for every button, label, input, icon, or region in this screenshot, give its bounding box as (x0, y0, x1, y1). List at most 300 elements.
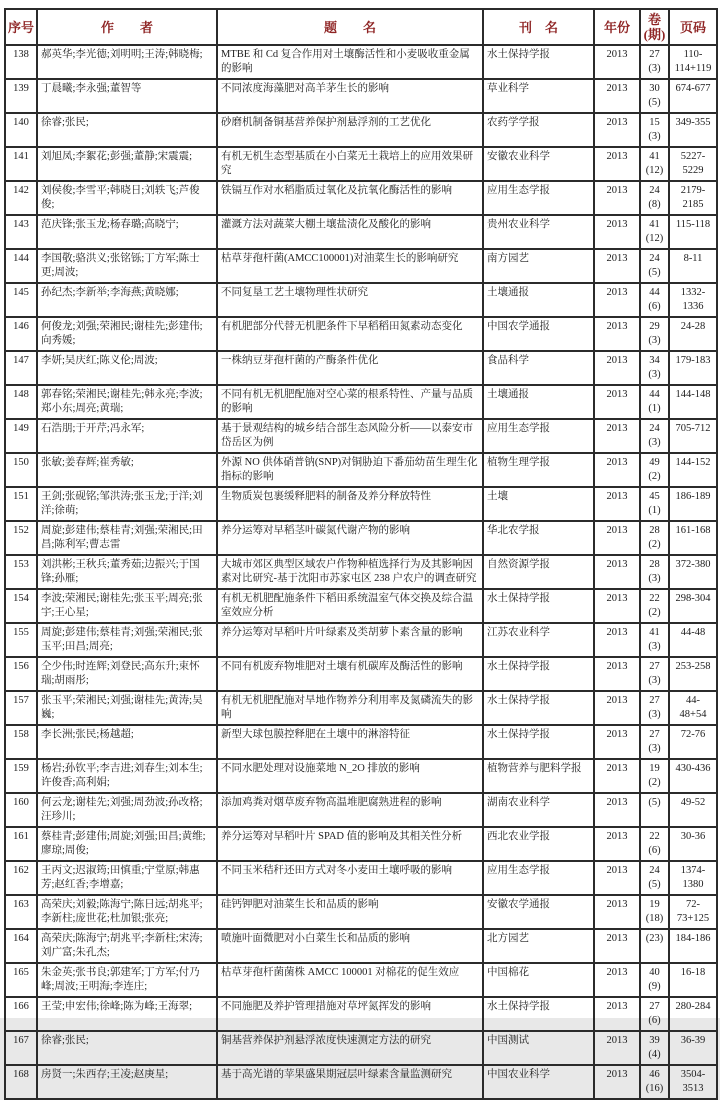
row-title: 养分运筹对早稻叶片叶绿素及类胡萝卜素含量的影响 (217, 623, 483, 657)
row-pages: 5227-5229 (669, 147, 717, 181)
row-volume-issue (640, 861, 669, 895)
row-journal: 中国棉花 (483, 963, 594, 997)
row-year: 2013 (594, 929, 640, 963)
row-authors: 徐睿;张民; (37, 1031, 217, 1065)
row-volume-issue (640, 929, 669, 963)
row-volume-issue (640, 45, 669, 79)
row-year: 2013 (594, 419, 640, 453)
row-issue: (3) (648, 63, 661, 74)
row-title: 基于高光谱的苹果盛果期冠层叶绿素含量监测研究 (217, 1065, 483, 1099)
row-number: 138 (5, 45, 37, 79)
row-title: 铁镉互作对水稻脂质过氧化及抗氧化酶活性的影响 (217, 181, 483, 215)
row-volume-issue (640, 827, 669, 861)
row-title: 不同施肥及养护管理措施对草坪氮挥发的影响 (217, 997, 483, 1031)
row-year: 2013 (594, 351, 640, 385)
row-title: 有机无机肥配施条件下稻田系统温室气体交换及综合温室效应分析 (217, 589, 483, 623)
row-title: 铜基营养保护剂悬浮浓度快速测定方法的研究 (217, 1031, 483, 1065)
row-volume: 28 (649, 559, 660, 570)
row-year: 2013 (594, 861, 640, 895)
row-issue: (16) (645, 1083, 664, 1094)
table-row (5, 419, 717, 453)
row-volume-issue (640, 725, 669, 759)
table-row (5, 113, 717, 147)
row-pages: 3504-3513 (669, 1065, 717, 1099)
row-issue: (2) (648, 471, 661, 482)
row-issue: (3) (648, 743, 661, 754)
row-journal: 水土保持学报 (483, 45, 594, 79)
row-journal: 湖南农业科学 (483, 793, 594, 827)
row-number: 166 (5, 997, 37, 1031)
row-journal: 土壤通报 (483, 385, 594, 419)
row-authors: 高荣庆;陈海宁;胡兆平;李新柱;宋涛;刘广富;朱孔杰; (37, 929, 217, 963)
row-volume: 49 (649, 457, 660, 468)
row-authors: 刘洪彬;王秋兵;董秀茹;边振兴;于国锋;孙雁; (37, 555, 217, 589)
row-pages: 705-712 (669, 419, 717, 453)
row-journal: 应用生态学报 (483, 181, 594, 215)
row-volume: 27 (649, 49, 660, 60)
row-authors: 周旋;彭建伟;蔡桂青;刘强;荣湘民;田昌;陈利军;曹志雷 (37, 521, 217, 555)
row-year: 2013 (594, 521, 640, 555)
row-title: 有机无机生态型基质在小白菜无土栽培上的应用效果研究 (217, 147, 483, 181)
table-row (5, 657, 717, 691)
row-title: 灌溉方法对蔬菜大棚土壤盐渍化及酸化的影响 (217, 215, 483, 249)
row-year: 2013 (594, 827, 640, 861)
row-volume-issue (640, 385, 669, 419)
header-pages: 页码 (669, 9, 717, 45)
table-row (5, 283, 717, 317)
row-year: 2013 (594, 793, 640, 827)
row-authors: 王丙文;迟淑筠;田慎重;宁堂原;韩惠芳;赵红香;李增嘉; (37, 861, 217, 895)
row-volume: 41 (649, 219, 660, 230)
row-number: 139 (5, 79, 37, 113)
row-pages: 1332-1336 (669, 283, 717, 317)
row-number: 148 (5, 385, 37, 419)
row-journal: 应用生态学报 (483, 861, 594, 895)
row-volume-issue (640, 147, 669, 181)
header-year: 年份 (594, 9, 640, 45)
row-issue: (8) (648, 199, 661, 210)
row-title: MTBE 和 Cd 复合作用对土壤酶活性和小麦吸收重金属的影响 (217, 45, 483, 79)
row-authors: 何云龙;谢桂先;刘强;周劲波;孙改格;汪珍川; (37, 793, 217, 827)
row-title: 不同有机无机肥配施对空心菜的根系特性、产量与品质的影响 (217, 385, 483, 419)
row-year: 2013 (594, 317, 640, 351)
row-volume: 40 (649, 967, 660, 978)
table-row (5, 827, 717, 861)
row-pages: 253-258 (669, 657, 717, 691)
row-volume-issue (640, 249, 669, 283)
header-journal: 刊 名 (483, 9, 594, 45)
row-volume: 27 (649, 695, 660, 706)
row-volume-issue (640, 1031, 669, 1065)
row-title: 不同复垦工艺土壤物理性状研究 (217, 283, 483, 317)
row-number: 161 (5, 827, 37, 861)
header-no: 序号 (5, 9, 37, 45)
row-volume-issue (640, 623, 669, 657)
row-year: 2013 (594, 215, 640, 249)
row-volume: 41 (649, 627, 660, 638)
table-row (5, 861, 717, 895)
row-pages: 16-18 (669, 963, 717, 997)
table-row (5, 147, 717, 181)
row-journal: 南方园艺 (483, 249, 594, 283)
row-journal: 自然资源学报 (483, 555, 594, 589)
table-row (5, 351, 717, 385)
row-journal: 中国农学通报 (483, 317, 594, 351)
row-title: 一株纳豆芽孢杆菌的产酶条件优化 (217, 351, 483, 385)
row-pages: 179-183 (669, 351, 717, 385)
row-title: 有机无机肥配施对旱地作物养分利用率及氮磷流失的影响 (217, 691, 483, 725)
row-pages: 161-168 (669, 521, 717, 555)
row-authors: 王剑;张砚铭;邹洪涛;张玉龙;于洋;刘洋;徐萌; (37, 487, 217, 521)
row-number: 155 (5, 623, 37, 657)
row-issue: (1) (648, 403, 661, 414)
row-number: 154 (5, 589, 37, 623)
row-number: 163 (5, 895, 37, 929)
table-row (5, 487, 717, 521)
row-issue: (9) (648, 981, 661, 992)
row-number: 157 (5, 691, 37, 725)
row-volume-issue (640, 317, 669, 351)
row-year: 2013 (594, 657, 640, 691)
row-pages: 30-36 (669, 827, 717, 861)
row-issue: (6) (648, 1015, 661, 1026)
table-row (5, 317, 717, 351)
row-pages: 44-48+54 (669, 691, 717, 725)
row-volume-issue (640, 79, 669, 113)
row-issue: (5) (648, 267, 661, 278)
row-number: 151 (5, 487, 37, 521)
row-pages: 184-186 (669, 929, 717, 963)
row-pages: 115-118 (669, 215, 717, 249)
header-authors: 作 者 (37, 9, 217, 45)
row-issue: (12) (645, 233, 664, 244)
row-year: 2013 (594, 691, 640, 725)
row-number: 145 (5, 283, 37, 317)
row-volume: 29 (649, 321, 660, 332)
row-pages: 144-148 (669, 385, 717, 419)
row-volume-issue (640, 997, 669, 1031)
row-number: 158 (5, 725, 37, 759)
row-title: 不同玉米秸秆还田方式对冬小麦田土壤呼吸的影响 (217, 861, 483, 895)
row-volume-issue (640, 283, 669, 317)
row-volume-issue (640, 521, 669, 555)
row-pages: 430-436 (669, 759, 717, 793)
row-title: 新型大球包膜控释肥在土壤中的淋溶特征 (217, 725, 483, 759)
row-journal: 贵州农业科学 (483, 215, 594, 249)
row-volume: 27 (649, 661, 660, 672)
row-issue: (3) (648, 641, 661, 652)
row-year: 2013 (594, 249, 640, 283)
row-journal: 水土保持学报 (483, 725, 594, 759)
row-pages: 186-189 (669, 487, 717, 521)
table-row (5, 45, 717, 79)
table-row (5, 215, 717, 249)
row-number: 164 (5, 929, 37, 963)
row-journal: 植物营养与肥料学报 (483, 759, 594, 793)
row-issue: (2) (648, 539, 661, 550)
row-journal: 安徽农学通报 (483, 895, 594, 929)
row-pages: 110-114+119 (669, 45, 717, 79)
header-volume-issue (640, 9, 669, 45)
table-row (5, 453, 717, 487)
row-authors: 朱金英;张书良;郭建军;丁方军;付乃峰;周波;王明海;李连庄; (37, 963, 217, 997)
row-authors: 范庆锋;张玉龙;杨春璐;高晓宁; (37, 215, 217, 249)
row-title: 不同水肥处理对设施菜地 N_2O 排放的影响 (217, 759, 483, 793)
row-year: 2013 (594, 589, 640, 623)
row-pages: 44-48 (669, 623, 717, 657)
table-row (5, 385, 717, 419)
row-authors: 李波;荣湘民;谢桂先;张玉平;周亮;张宇;王心星; (37, 589, 217, 623)
row-volume-issue (640, 351, 669, 385)
row-volume-issue (640, 759, 669, 793)
row-authors: 张敏;姜春辉;崔秀敏; (37, 453, 217, 487)
table-row (5, 725, 717, 759)
row-volume: 19 (649, 899, 660, 910)
row-pages: 24-28 (669, 317, 717, 351)
row-volume: 27 (649, 1001, 660, 1012)
row-title: 大城市郊区典型区域农户作物种植选择行为及其影响因素对比研究-基于沈阳市苏家屯区 238 户农户的调查研究 (217, 555, 483, 589)
row-issue: (3) (648, 437, 661, 448)
row-year: 2013 (594, 1031, 640, 1065)
row-issue: (5) (648, 797, 661, 808)
row-issue: (12) (645, 165, 664, 176)
row-authors: 周旋;彭建伟;蔡桂青;刘强;荣湘民;张玉平;田昌;周亮; (37, 623, 217, 657)
row-volume: 44 (649, 389, 660, 400)
row-volume: 24 (649, 253, 660, 264)
row-authors: 刘侯俊;李雪平;韩晓日;刘轶飞;芦俊俊; (37, 181, 217, 215)
row-authors: 何俊龙;刘强;荣湘民;谢桂先;彭建伟;向秀媛; (37, 317, 217, 351)
row-journal: 江苏农业科学 (483, 623, 594, 657)
row-authors: 石浩朋;于开芹;冯永军; (37, 419, 217, 453)
row-volume-issue (640, 487, 669, 521)
row-issue: (3) (648, 709, 661, 720)
row-title: 生物质炭包裹缓释肥料的制备及养分释放特性 (217, 487, 483, 521)
row-title: 枯草芽孢杆菌菌株 AMCC 100001 对棉花的促生效应 (217, 963, 483, 997)
row-number: 150 (5, 453, 37, 487)
table-row (5, 521, 717, 555)
row-journal: 食品科学 (483, 351, 594, 385)
row-number: 146 (5, 317, 37, 351)
row-volume: 39 (649, 1035, 660, 1046)
row-title: 不同浓度海藻肥对高羊茅生长的影响 (217, 79, 483, 113)
table-body (5, 45, 717, 1099)
table-row (5, 589, 717, 623)
row-volume-issue (640, 657, 669, 691)
row-volume: 27 (649, 729, 660, 740)
row-title: 外源 NO 供体硝普钠(SNP)对铜胁迫下番茄幼苗生理生化指标的影响 (217, 453, 483, 487)
row-volume: 28 (649, 525, 660, 536)
row-year: 2013 (594, 1065, 640, 1099)
row-volume: 34 (649, 355, 660, 366)
row-journal: 应用生态学报 (483, 419, 594, 453)
row-issue: (4) (648, 1049, 661, 1060)
row-year: 2013 (594, 79, 640, 113)
row-volume: 45 (649, 491, 660, 502)
row-year: 2013 (594, 113, 640, 147)
row-volume-issue (640, 895, 669, 929)
table-row (5, 249, 717, 283)
row-volume-issue (640, 691, 669, 725)
row-volume: 19 (649, 763, 660, 774)
row-number: 156 (5, 657, 37, 691)
header-row (5, 9, 717, 45)
row-volume: 24 (649, 865, 660, 876)
row-issue: (3) (648, 675, 661, 686)
row-journal: 土壤通报 (483, 283, 594, 317)
row-pages: 36-39 (669, 1031, 717, 1065)
row-authors: 杨岩;孙钦平;李吉进;刘春生;刘本生;许俊香;高利娟; (37, 759, 217, 793)
row-journal: 水土保持学报 (483, 589, 594, 623)
row-pages: 72-73+125 (669, 895, 717, 929)
row-issue: (23) (645, 933, 664, 944)
row-number: 144 (5, 249, 37, 283)
row-volume-issue (640, 215, 669, 249)
row-issue: (6) (648, 301, 661, 312)
row-year: 2013 (594, 555, 640, 589)
publications-table (4, 8, 718, 1100)
row-volume: 24 (649, 185, 660, 196)
row-year: 2013 (594, 45, 640, 79)
row-authors: 郭春铭;荣湘民;谢桂先;韩永亮;李波;郑小东;周亮;黄瑞; (37, 385, 217, 419)
row-pages: 674-677 (669, 79, 717, 113)
row-authors: 张玉平;荣湘民;刘强;谢桂先;黄涛;吴巍; (37, 691, 217, 725)
row-volume-issue (640, 1065, 669, 1099)
row-authors: 丁晨曦;李永强;董智等 (37, 79, 217, 113)
row-year: 2013 (594, 963, 640, 997)
row-volume-issue (640, 453, 669, 487)
table-row (5, 759, 717, 793)
row-issue: (3) (648, 335, 661, 346)
row-journal: 草业科学 (483, 79, 594, 113)
table-row (5, 1031, 717, 1065)
table-row (5, 793, 717, 827)
row-pages: 280-284 (669, 997, 717, 1031)
row-year: 2013 (594, 623, 640, 657)
row-volume: 44 (649, 287, 660, 298)
row-pages: 298-304 (669, 589, 717, 623)
row-journal: 水土保持学报 (483, 997, 594, 1031)
table-row (5, 555, 717, 589)
row-volume-issue (640, 589, 669, 623)
row-number: 167 (5, 1031, 37, 1065)
table-row (5, 895, 717, 929)
row-number: 152 (5, 521, 37, 555)
row-authors: 李长洲;张民;杨越超; (37, 725, 217, 759)
row-year: 2013 (594, 181, 640, 215)
row-journal: 北方园艺 (483, 929, 594, 963)
row-year: 2013 (594, 997, 640, 1031)
row-issue: (5) (648, 879, 661, 890)
row-pages: 2179-2185 (669, 181, 717, 215)
row-issue: (6) (648, 845, 661, 856)
row-issue: (1) (648, 505, 661, 516)
table-row (5, 79, 717, 113)
row-authors: 房贤一;朱西存;王凌;赵庚星; (37, 1065, 217, 1099)
row-pages: 72-76 (669, 725, 717, 759)
row-authors: 蔡桂青;彭建伟;周旋;刘强;田昌;黄维;廖琼;周俊; (37, 827, 217, 861)
row-number: 149 (5, 419, 37, 453)
row-year: 2013 (594, 759, 640, 793)
row-year: 2013 (594, 283, 640, 317)
row-title: 有机肥部分代替无机肥条件下早稻稻田氮素动态变化 (217, 317, 483, 351)
row-journal: 中国测试 (483, 1031, 594, 1065)
row-volume: 15 (649, 117, 660, 128)
row-journal: 西北农业学报 (483, 827, 594, 861)
row-title: 养分运筹对早稻茎叶碳氮代谢产物的影响 (217, 521, 483, 555)
row-authors: 刘旭凤;李絮花;彭强;董静;宋震震; (37, 147, 217, 181)
table-row (5, 181, 717, 215)
row-authors: 李妍;吴庆红;陈义伦;周波; (37, 351, 217, 385)
table-row (5, 691, 717, 725)
row-pages: 1374-1380 (669, 861, 717, 895)
row-title: 添加鸡粪对烟草废弃物高温堆肥腐熟进程的影响 (217, 793, 483, 827)
row-title: 砂磨机制备铜基营养保护剂悬浮剂的工艺优化 (217, 113, 483, 147)
row-pages: 349-355 (669, 113, 717, 147)
row-journal: 农药学学报 (483, 113, 594, 147)
row-journal: 华北农学报 (483, 521, 594, 555)
row-number: 159 (5, 759, 37, 793)
row-number: 162 (5, 861, 37, 895)
row-issue: (3) (648, 369, 661, 380)
row-volume-issue (640, 555, 669, 589)
row-journal: 水土保持学报 (483, 691, 594, 725)
header-issue-label: (期) (643, 27, 666, 42)
row-issue: (5) (648, 97, 661, 108)
header-title: 题 名 (217, 9, 483, 45)
row-title: 基于景观结构的城乡结合部生态风险分析——以泰安市岱岳区为例 (217, 419, 483, 453)
row-title: 不同有机废弃物堆肥对土壤有机碳库及酶活性的影响 (217, 657, 483, 691)
row-pages: 49-52 (669, 793, 717, 827)
row-title: 枯草芽孢杆菌(AMCC100001)对油菜生长的影响研究 (217, 249, 483, 283)
row-pages: 144-152 (669, 453, 717, 487)
row-journal: 水土保持学报 (483, 657, 594, 691)
row-authors: 郝英华;李光德;刘明明;王涛;韩晓梅; (37, 45, 217, 79)
row-pages: 8-11 (669, 249, 717, 283)
header-volume-label: 卷 (647, 12, 661, 27)
row-volume: 24 (649, 423, 660, 434)
row-title: 养分运筹对早稻叶片 SPAD 值的影响及其相关性分析 (217, 827, 483, 861)
row-number: 140 (5, 113, 37, 147)
row-volume-issue (640, 113, 669, 147)
row-year: 2013 (594, 385, 640, 419)
row-year: 2013 (594, 487, 640, 521)
row-journal: 安徽农业科学 (483, 147, 594, 181)
row-authors: 李国敬;骆洪义;张铭铄;丁方军;陈士更;周波; (37, 249, 217, 283)
row-number: 141 (5, 147, 37, 181)
row-volume: 22 (649, 593, 660, 604)
table-row (5, 963, 717, 997)
row-volume: 41 (649, 151, 660, 162)
row-volume: 46 (649, 1069, 660, 1080)
row-issue: (3) (648, 131, 661, 142)
row-number: 165 (5, 963, 37, 997)
row-issue: (2) (648, 777, 661, 788)
row-pages: 372-380 (669, 555, 717, 589)
row-year: 2013 (594, 147, 640, 181)
row-volume-issue (640, 419, 669, 453)
row-journal: 土壤 (483, 487, 594, 521)
table-row (5, 929, 717, 963)
row-authors: 仝少伟;时连辉;刘登民;高东升;束怀瑞;胡雨彤; (37, 657, 217, 691)
row-authors: 孙纪杰;李新举;李海燕;黄晓娜; (37, 283, 217, 317)
table-row (5, 623, 717, 657)
row-number: 153 (5, 555, 37, 589)
row-number: 142 (5, 181, 37, 215)
row-title: 硅钙钾肥对油菜生长和品质的影响 (217, 895, 483, 929)
table-row (5, 997, 717, 1031)
row-authors: 王莹;申宏伟;徐峰;陈为峰;王海翠; (37, 997, 217, 1031)
row-title: 喷施叶面微肥对小白菜生长和品质的影响 (217, 929, 483, 963)
